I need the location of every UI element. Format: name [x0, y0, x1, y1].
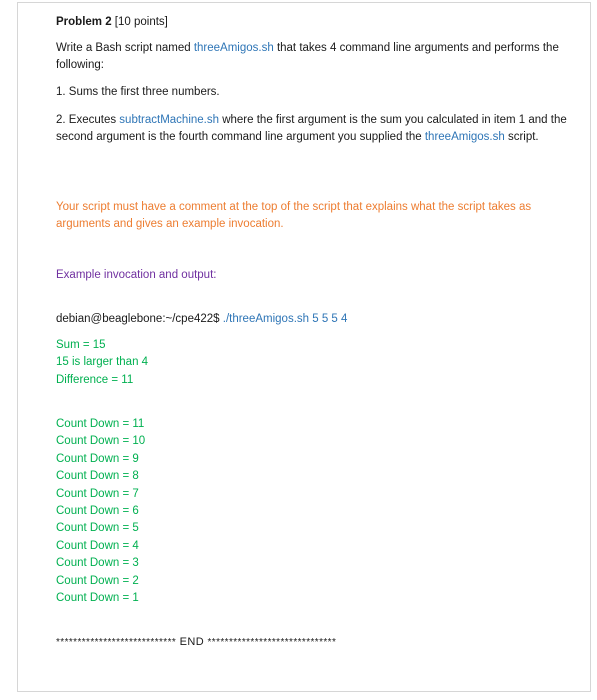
countdown-line: Count Down = 6 — [56, 505, 139, 518]
step-2 — [56, 112, 574, 146]
countdown-line: Count Down = 5 — [56, 522, 139, 535]
output-block — [56, 337, 148, 389]
intro-text: Write a Bash script named — [56, 42, 194, 54]
countdown-line: Count Down = 3 — [56, 557, 139, 570]
countdown-line: Count Down = 11 — [56, 418, 145, 430]
countdown-line: Count Down = 7 — [56, 487, 139, 500]
countdown-line: Count Down = 10 — [56, 435, 146, 448]
problem-intro — [56, 40, 574, 74]
script-name-ref: threeAmigos.sh — [424, 131, 505, 143]
countdown-block — [56, 416, 145, 607]
example-heading: Example invocation and output: — [56, 269, 217, 281]
helper-script-name: subtractMachine.sh — [119, 114, 220, 126]
step-1: 1. Sums the first three numbers. — [56, 86, 220, 98]
command-line — [56, 313, 347, 325]
script-name: threeAmigos.sh — [193, 42, 274, 54]
output-line: 15 is larger than 4 — [56, 356, 149, 369]
step-2-text-middle: where the first argument is the sum you calculated in item 1 and the second argument is the fourth command line argument you supplied the — [56, 114, 567, 143]
countdown-line: Count Down = 4 — [56, 539, 139, 552]
step-2-text-end: script. — [504, 131, 539, 143]
output-line: Sum = 15 — [56, 339, 106, 351]
end-stars-right: ****************************** — [207, 637, 337, 648]
end-marker — [56, 636, 336, 648]
shell-prompt: debian@beaglebone:~/cpe422$ — [56, 313, 223, 325]
problem-points: [10 points] — [111, 16, 168, 28]
command-invocation: ./threeAmigos.sh 5 5 5 4 — [222, 313, 348, 325]
intro-text-rest: that takes 4 command line arguments and performs the following: — [56, 42, 559, 71]
countdown-line: Count Down = 9 — [56, 452, 139, 465]
problem-number: Problem 2 — [56, 16, 112, 28]
comment-requirement-note: Your script must have a comment at the top of the script that explains what the script takes as arguments and gives an example invocation. — [56, 201, 532, 230]
countdown-line: Count Down = 8 — [56, 470, 139, 483]
step-2-text: 2. Executes — [56, 114, 120, 126]
end-label: END — [176, 636, 208, 648]
countdown-line: Count Down = 2 — [56, 574, 139, 587]
problem-title — [56, 16, 168, 28]
end-stars-left: **************************** — [56, 637, 177, 648]
output-line: Difference = 11 — [56, 373, 134, 386]
countdown-line: Count Down = 1 — [56, 592, 139, 605]
